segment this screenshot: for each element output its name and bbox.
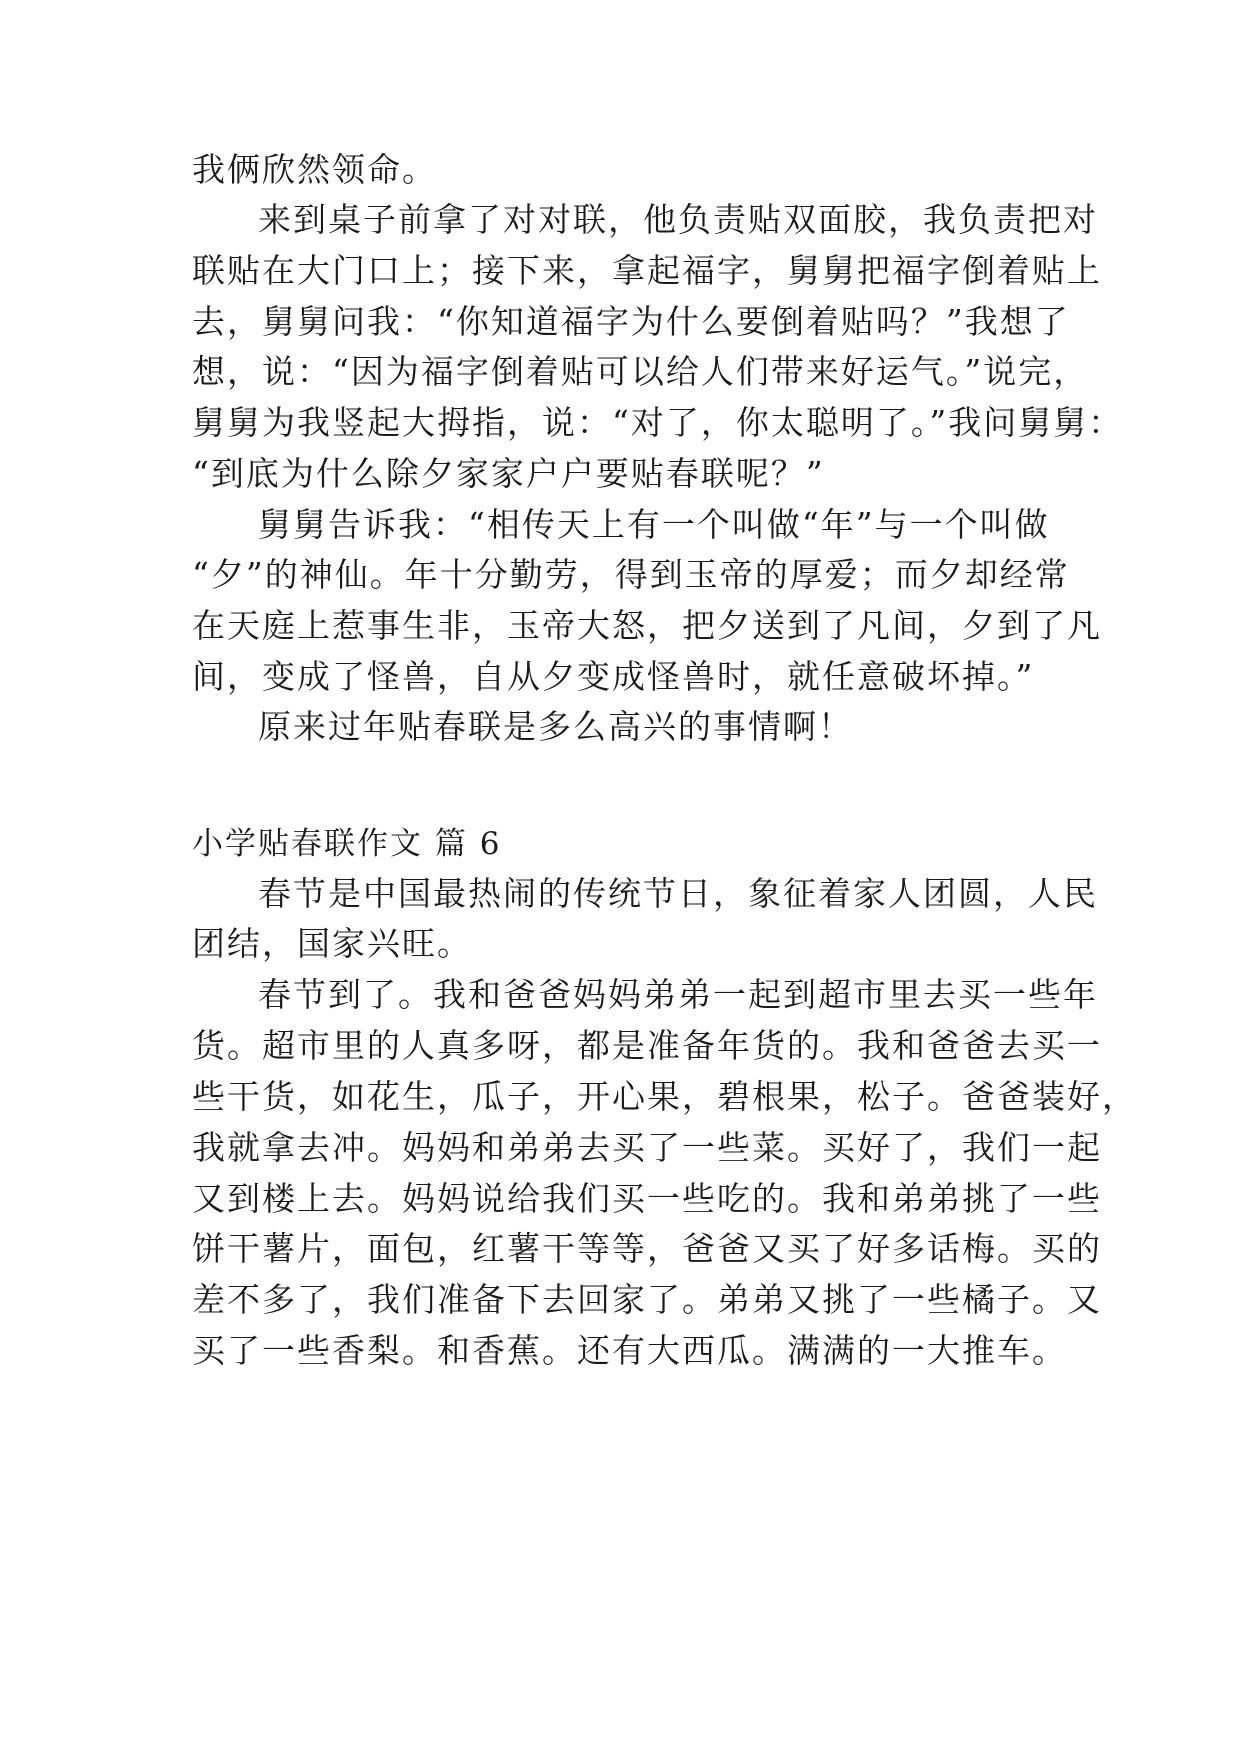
text-line: 去，舅舅问我：“你知道福字为什么要倒着贴吗？”我想了 [192, 302, 1070, 341]
text-line: 买了一些香梨。和香蕉。还有大西瓜。满满的一大推车。 [192, 1331, 1067, 1370]
text-line: 些干货，如花生，瓜子，开心果，碧根果，松子。爸爸装好， [192, 1077, 1137, 1116]
paragraph-first-line: 原来过年贴春联是多么高兴的事情啊！ [258, 707, 853, 746]
paragraph-first-line: 舅舅告诉我：“相传天上有一个叫做“年”与一个叫做 [258, 505, 1050, 544]
section-heading: 小学贴春联作文 篇 6 [192, 826, 502, 862]
text-line: 我就拿去冲。妈妈和弟弟去买了一些菜。买好了，我们一起 [192, 1128, 1102, 1167]
text-line: 联贴在大门口上；接下来，拿起福字，舅舅把福字倒着贴上 [192, 251, 1102, 290]
text-line: “夕”的神仙。年十分勤劳，得到玉帝的厚爱；而夕却经常 [192, 555, 1070, 594]
text-line: 差不多了，我们准备下去回家了。弟弟又挑了一些橘子。又 [192, 1280, 1102, 1319]
text-line: “到底为什么除夕家家户户要贴春联呢？” [192, 454, 825, 493]
text-line: 饼干薯片，面包，红薯干等等，爸爸又买了好多话梅。买的 [192, 1229, 1102, 1268]
text-line: 想，说：“因为福字倒着贴可以给人们带来好运气。”说完， [192, 352, 1089, 391]
text-line: 团结，国家兴旺。 [192, 924, 472, 963]
text-line: 又到楼上去。妈妈说给我们买一些吃的。我和弟弟挑了一些 [192, 1179, 1102, 1218]
text-line: 货。超市里的人真多呀，都是准备年货的。我和爸爸去买一 [192, 1026, 1102, 1065]
text-line: 舅舅为我竖起大拇指，说：“对了，你太聪明了。”我问舅舅： [192, 403, 1124, 442]
paragraph-first-line: 春节到了。我和爸爸妈妈弟弟一起到超市里去买一些年 [258, 975, 1098, 1014]
text-line: 我俩欣然领命。 [192, 150, 437, 189]
paragraph-first-line: 春节是中国最热闹的传统节日，象征着家人团圆，人民 [258, 874, 1098, 913]
text-line: 间，变成了怪兽，自从夕变成怪兽时，就任意破坏掉。” [192, 657, 1035, 696]
paragraph-first-line: 来到桌子前拿了对对联，他负责贴双面胶，我负责把对 [258, 200, 1098, 239]
text-line: 在天庭上惹事生非，玉帝大怒，把夕送到了凡间，夕到了凡 [192, 606, 1102, 645]
